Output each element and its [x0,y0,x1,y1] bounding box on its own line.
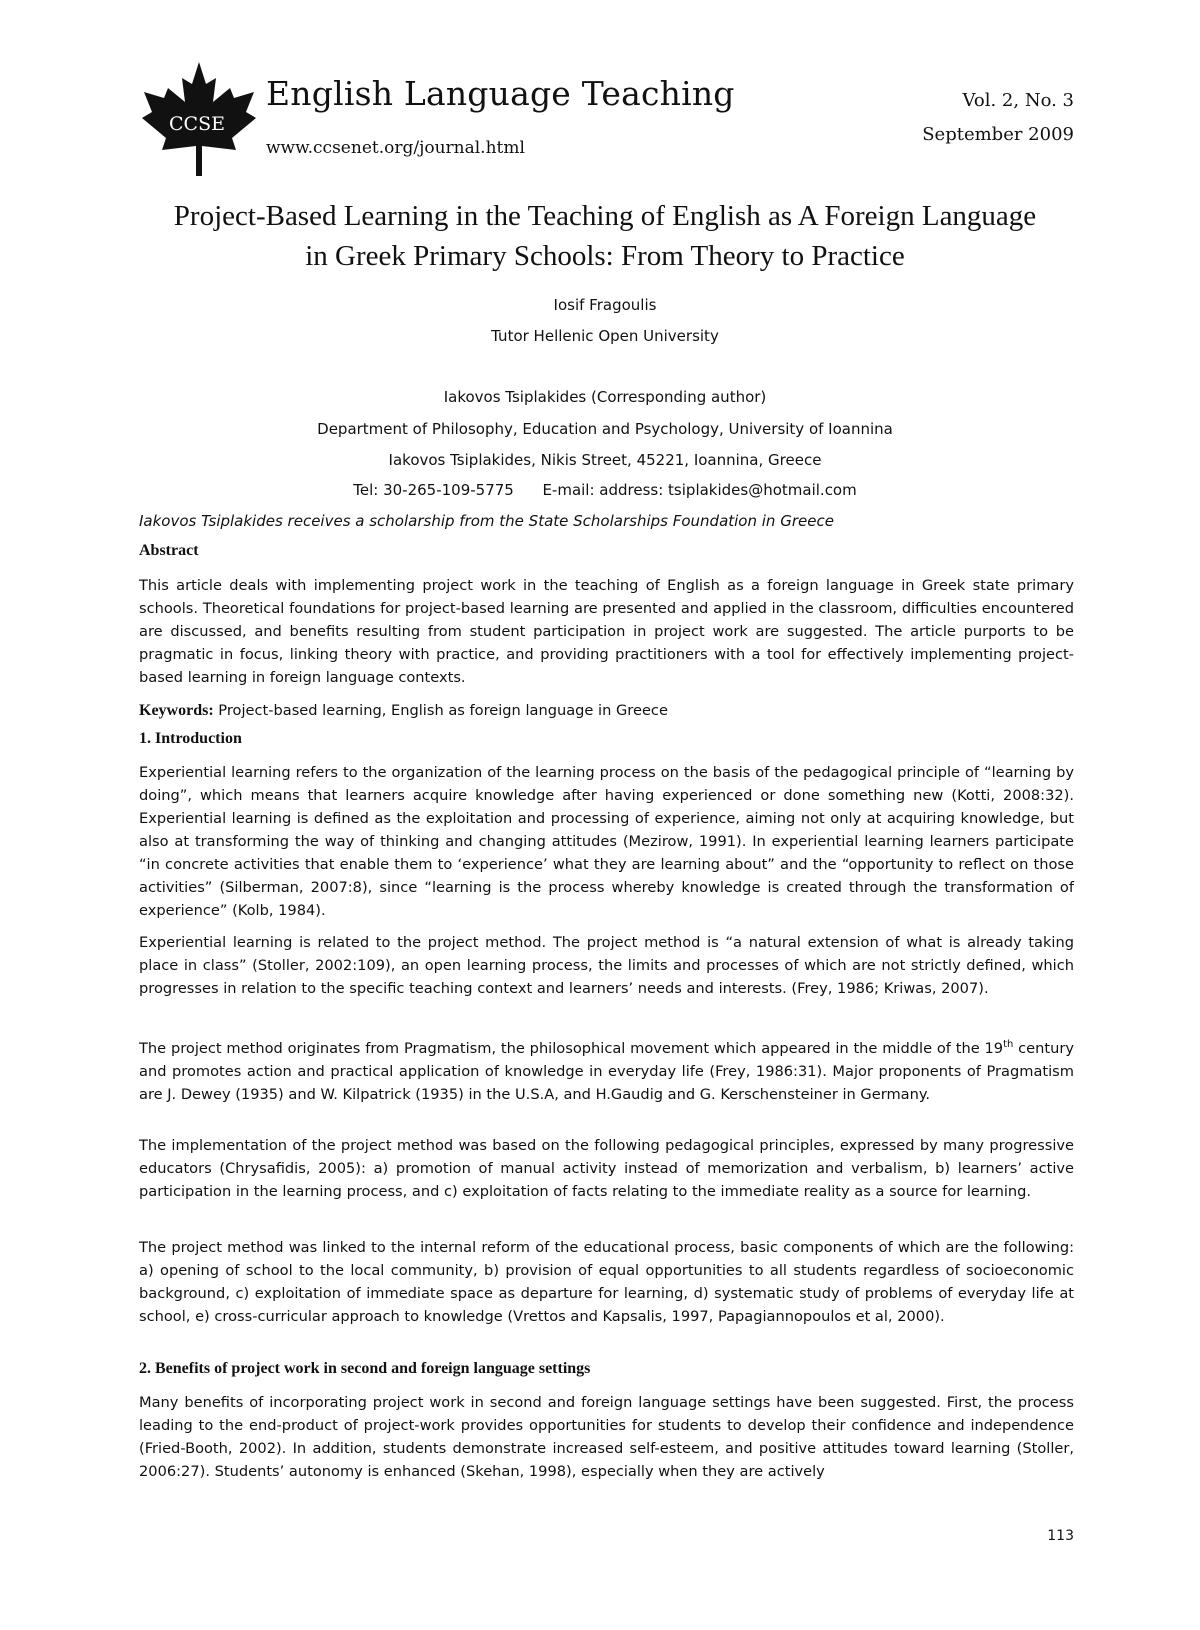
logo-text: CCSE [169,113,225,135]
section-1-paragraph-5 [139,1236,1074,1328]
keywords-line [139,699,1074,722]
publication-date: September 2009 [922,124,1074,145]
page-number: 113 [1047,1528,1074,1544]
abstract-body [139,574,1074,689]
author-1-name: Iosif Fragoulis [553,296,657,314]
author-2-address: Iakovos Tsiplakides, Nikis Street, 45221, Ioannina, Greece [388,451,822,469]
paragraph-text: Experiential learning refers to the organization of the learning process on the basis of the pedagogical principle of “learning by doing”, which means that learners acquire knowledge after having experienced or done something new (Kotti, 2008:32). Experiential learning is defined as the exploitation and processing of experience, aiming not only at acquiring knowledge, but also at transforming the way of thinking and changing attitudes (Mezirow, 1991). In experiential learning learners participate “in concrete activities that enable them to ‘experience’ what they are learning about” and the “opportunity to reflect on those activities” (Silberman, 2007:8), since “learning is the process whereby knowledge is created through the transformation of experience” (Kolb, 1984). [139,764,1074,919]
section-1-paragraph-1 [139,761,1074,922]
paragraph-text-part: The project method originates from Pragmatism, the philosophical movement which appeared in the middle of the 19 [139,1039,1004,1057]
author-2-contact: Tel: 30-265-109-5775 E-mail: address: tsiplakides@hotmail.com [353,481,857,499]
section-1-paragraph-2 [139,931,1074,1000]
paragraph-text: Many benefits of incorporating project work in second and foreign language settings have been suggested. First, the process leading to the end-product of project-work provides opportunities for students to develop their confidence and independence (Fried-Booth, 2002). In addition, students demonstrate increased self-esteem, and positive attitudes toward learning (Stoller, 2006:27). Students’ autonomy is enhanced (Skehan, 1998), especially when they are actively [139,1394,1074,1480]
ccse-maple-leaf-logo [140,58,258,180]
paragraph-text: Experiential learning is related to the project method. The project method is “a natural extension of what is already taking place in class” (Stoller, 2002:109), an open learning process, the limits and processes of which are not strictly defined, which progresses in relation to the specific teaching context and learners’ needs and interests. (Frey, 1986; Kriwas, 2007). [139,934,1074,997]
keywords-text: Project-based learning, English as foreign language in Greece [218,702,668,719]
article-title-line-1: Project-Based Learning in the Teaching of English as A Foreign Language [173,200,1037,232]
author-2-department: Department of Philosophy, Education and Psychology, University of Ioannina [317,420,893,438]
paragraph-text: The project method was linked to the internal reform of the educational process, basic components of which are the following: a) opening of school to the local community, b) provision of equal opportunities to all students regardless of socioeconomic background, c) exploitation of immediate space as departure for learning, d) systematic study of problems of everyday life at school, e) cross-curricular approach to knowledge (Vrettos and Kapsalis, 1997, Papagiannopoulos et al, 2000). [139,1239,1074,1325]
keywords-label: Keywords: [139,702,214,719]
section-1-paragraph-3 [139,1033,1074,1106]
paragraph-text [139,1033,1074,1106]
journal-name: English Language Teaching [266,74,735,113]
section-2-heading: 2. Benefits of project work in second and foreign language settings [139,1360,591,1377]
author-1-affiliation: Tutor Hellenic Open University [491,327,719,345]
section-1-heading: 1. Introduction [139,730,242,747]
scholarship-note: Iakovos Tsiplakides receives a scholarship from the State Scholarships Foundation in Greece [139,512,834,530]
section-2-paragraph-1 [139,1391,1074,1483]
volume-issue: Vol. 2, No. 3 [962,90,1074,111]
paragraph-text-part: century and promotes action and practical application of knowledge in everyday life (Frey, 1986:31). Major proponents of Pragmatism are J. Dewey (1935) and W. Kilpatrick (1935) in the U.S.A, and H.Gaudig and G. Kerschensteiner in Germany. [139,1039,1074,1103]
abstract-heading: Abstract [139,542,199,559]
paragraph-text: The implementation of the project method was based on the following pedagogical principles, expressed by many progressive educators (Chrysafidis, 2005): a) promotion of manual activity instead of memorization and verbalism, b) learners’ active participation in the learning process, and c) exploitation of facts relating to the immediate reality as a source for learning. [139,1137,1074,1200]
section-1-paragraph-4 [139,1134,1074,1203]
author-2-name: Iakovos Tsiplakides (Corresponding author) [443,388,767,406]
journal-url[interactable]: www.ccsenet.org/journal.html [266,138,525,158]
article-title-line-2: in Greek Primary Schools: From Theory to Practice [305,240,905,272]
abstract-text: This article deals with implementing project work in the teaching of English as a foreign language in Greek state primary schools. Theoretical foundations for project-based learning are presented and applied in the classroom, difficulties encountered are discussed, and benefits resulting from student participation in project work are suggested. The article purports to be pragmatic in focus, linking theory with practice, and providing practitioners with a tool for effectively implementing project-based learning in foreign language contexts. [139,577,1074,686]
superscript-th: th [1003,1039,1014,1050]
